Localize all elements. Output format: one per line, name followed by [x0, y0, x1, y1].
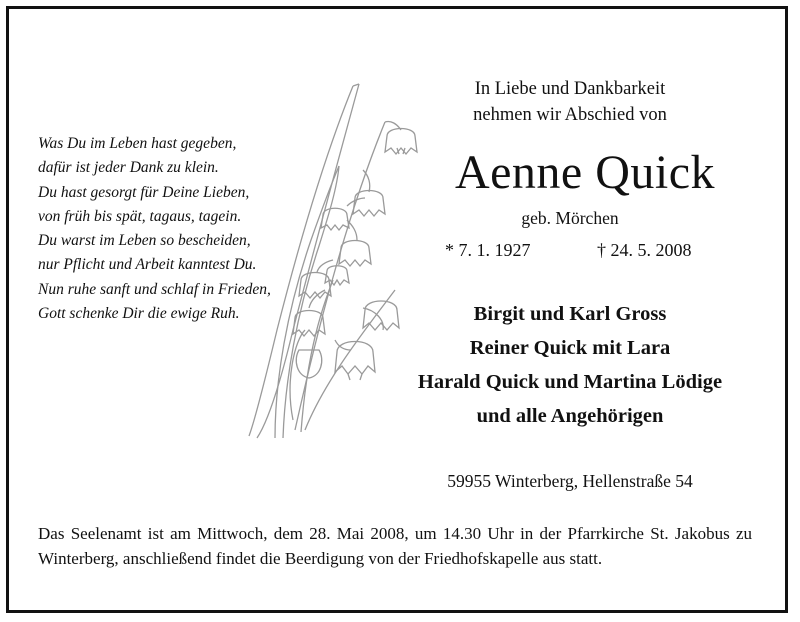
mourner-line: und alle Angehörigen — [476, 405, 664, 427]
poem-line: Was Du im Leben hast gegeben, — [38, 135, 237, 152]
bell — [325, 266, 349, 285]
death-date: † 24. 5. 2008 — [597, 240, 692, 260]
lily-of-the-valley-icon — [235, 80, 425, 442]
bell — [339, 241, 371, 267]
mourner-line: Reiner Quick mit Lara — [469, 337, 671, 359]
service-notice: Das Seelenamt ist am Mittwoch, dem 28. Mai 2008, um 14.30 Uhr in der Pfarrkirche St. Jakobus zu Winterberg, anschließend findet die Beerdigung von der Friedhofskapelle aus statt. — [38, 524, 752, 568]
poem-line: Nun ruhe sanft und schlaf in Frieden, — [38, 280, 271, 298]
poem-line: von früh bis spät, tagaus, tagein. — [38, 207, 242, 225]
birth-date: * 7. 1. 1927 — [445, 240, 531, 260]
mourners-list — [400, 297, 740, 433]
poem-line: Du hast gesorgt für Deine Lieben, — [38, 183, 250, 201]
poem-line: Du warst im Leben so bescheiden, — [38, 232, 251, 250]
poem-line: dafür ist jeder Dank zu klein. — [38, 159, 219, 177]
address: 59955 Winterberg, Hellenstraße 54 — [447, 471, 693, 491]
bell — [385, 129, 417, 155]
intro-line: In Liebe und Dankbarkeit — [474, 79, 666, 99]
intro-line: nehmen wir Abschied von — [473, 105, 667, 125]
maiden-name: geb. Mörchen — [521, 208, 619, 228]
poem-line: nur Pflicht und Arbeit kanntest Du. — [38, 256, 257, 274]
mourner-line: Birgit und Karl Gross — [473, 303, 667, 325]
poem-line: Gott schenke Dir die ewige Ruh. — [38, 305, 240, 323]
deceased-name: Aenne Quick — [454, 146, 716, 199]
intro-text — [400, 76, 740, 128]
mourner-line: Harald Quick und Martina Lödige — [417, 371, 723, 393]
